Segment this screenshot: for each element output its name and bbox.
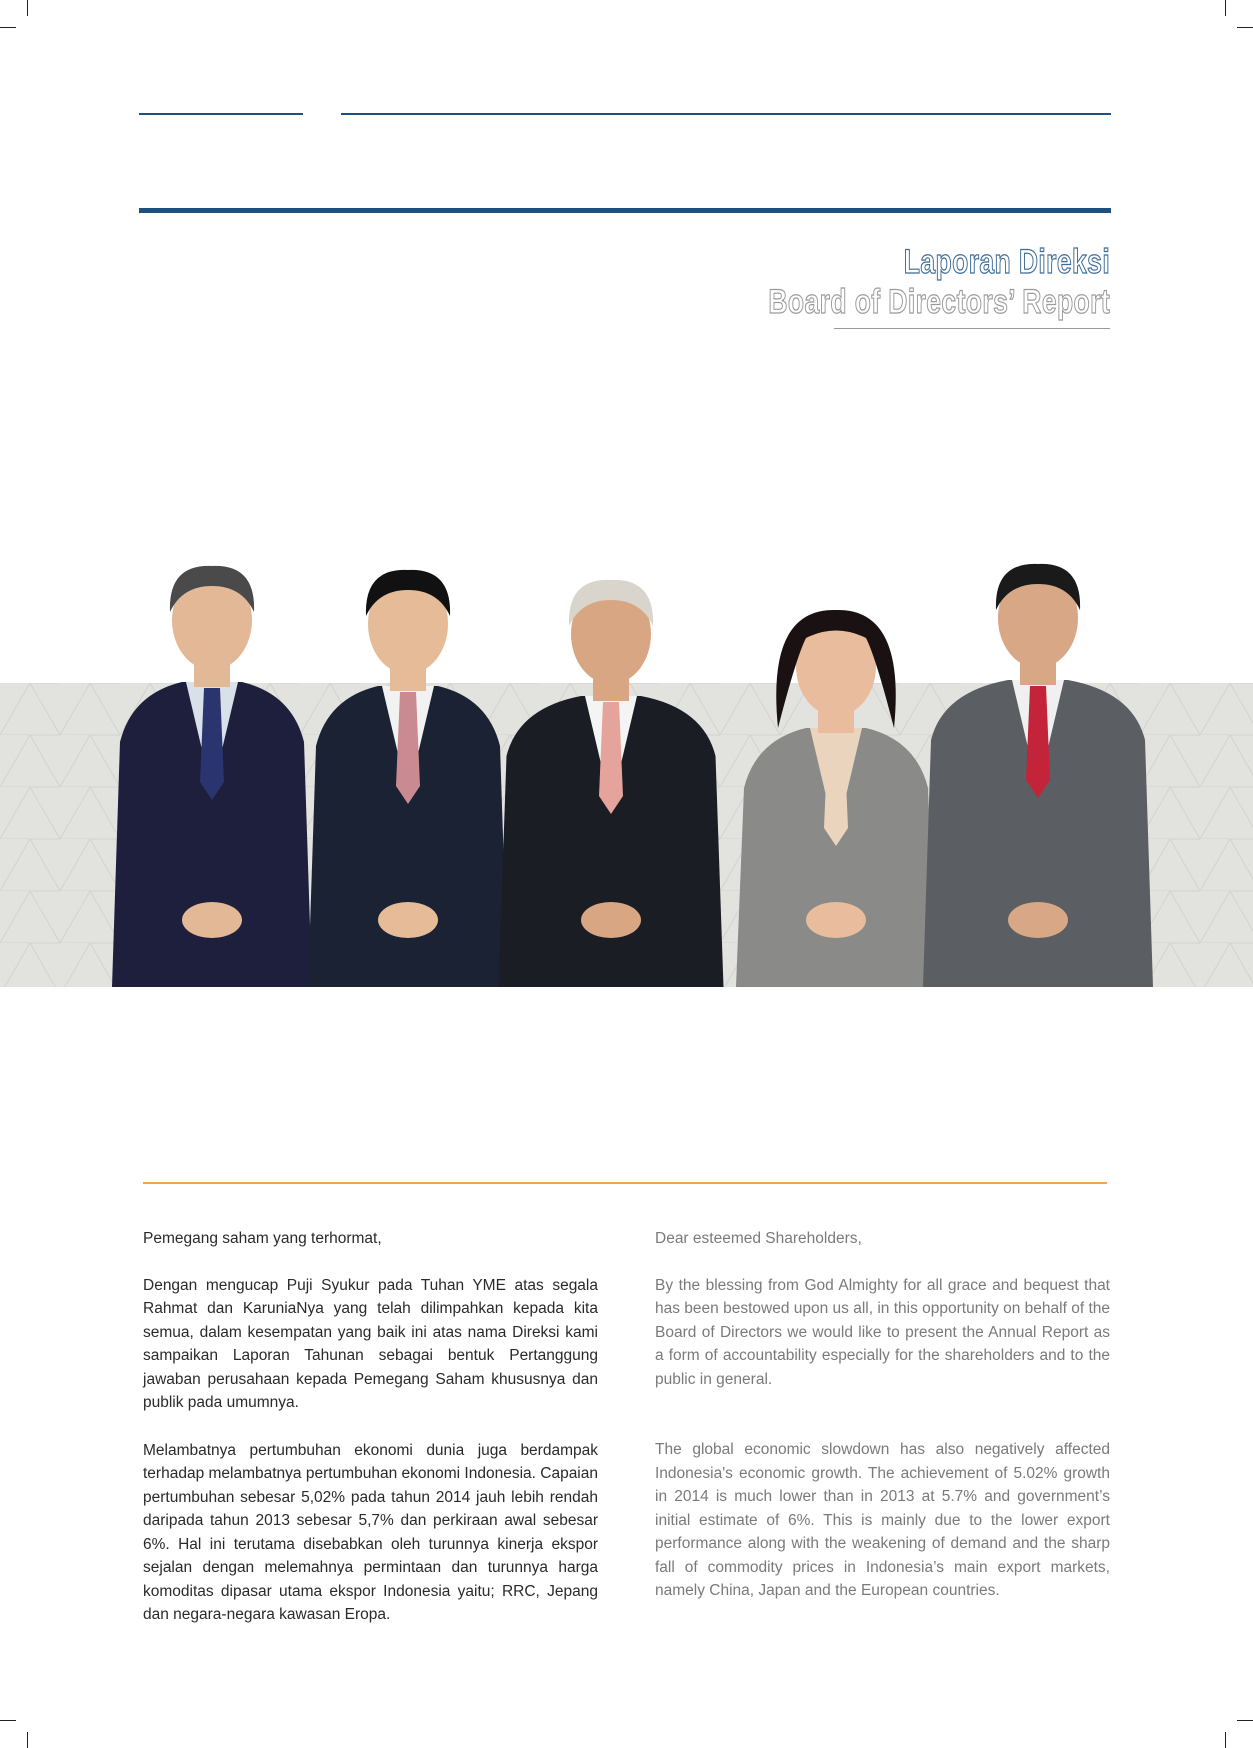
director-figure (308, 570, 508, 987)
greeting-indonesian: Pemegang saham yang terhormat, (143, 1230, 382, 1247)
crop-mark (1225, 1732, 1226, 1748)
text-column-indonesian (143, 1227, 598, 1627)
header-rule-short (139, 113, 303, 115)
directors-photo (90, 560, 1170, 987)
crop-mark (1225, 0, 1226, 16)
director-figure (736, 610, 936, 987)
director-figure (499, 580, 724, 987)
paragraph-1-english: By the blessing from God Almighty for all grace and bequest that has been bestowed upon us all, in this opportunity on behalf of the Board of Directors we would like to present the Annual Report as a form of accountability especially for the shareholders and to the public in general. (655, 1276, 1110, 1388)
section-divider (143, 1182, 1107, 1184)
title-underline (834, 328, 1110, 329)
director-figure (112, 566, 312, 987)
crop-mark (0, 27, 16, 28)
page-title-block (672, 242, 1110, 322)
director-figure (923, 564, 1153, 987)
page-title-indonesian: Laporan Direksi (903, 243, 1110, 281)
section-rule-thick (139, 208, 1111, 213)
crop-mark (27, 0, 28, 16)
paragraph-1-indonesian: Dengan mengucap Puji Syukur pada Tuhan YME atas segala Rahmat dan KaruniaNya yang telah dilimpahkan kepada kita semua, dalam kesempatan yang baik ini atas nama Direksi kami sampaikan Laporan Tahunan sebagai bentuk Pertanggung jawaban perusahaan kepada Pemegang Saham khususnya dan publik pada umumnya. (143, 1276, 598, 1411)
page-title-english: Board of Directors’ Report (768, 283, 1110, 321)
header-rule-long (341, 113, 1111, 115)
text-column-english (655, 1227, 1110, 1603)
crop-mark (1237, 27, 1253, 28)
greeting-english: Dear esteemed Shareholders, (655, 1230, 862, 1247)
crop-mark (1237, 1720, 1253, 1721)
group-photo (90, 560, 1170, 987)
paragraph-2-indonesian: Melambatnya pertumbuhan ekonomi dunia juga berdampak terhadap melambatnya pertumbuhan ekonomi Indonesia. Capaian pertumbuhan sebesar 5,02% pada tahun 2014 jauh lebih rendah daripada tahun 2013 sebesar 5,7% dan perkiraan awal sebesar 6%. Hal ini terutama disebabkan oleh turunnya kinerja ekspor sejalan dengan melemahnya permintaan dan turunnya harga komoditas dipasar utama ekspor Indonesia yaitu; RRC, Jepang dan negara-negara kawasan Eropa. (143, 1441, 598, 1623)
crop-mark (27, 1732, 28, 1748)
crop-mark (0, 1720, 16, 1721)
paragraph-2-english: The global economic slowdown has also negatively affected Indonesia's economic growth. The achievement of 5.02% growth in 2014 is much lower than in 2013 at 5.7% and government’s initial estimate of 6%. This is mainly due to the lower export performance along with the weakening of demand and the sharp fall of commodity prices in Indonesia’s main export markets, namely China, Japan and the European countries. (655, 1441, 1110, 1599)
